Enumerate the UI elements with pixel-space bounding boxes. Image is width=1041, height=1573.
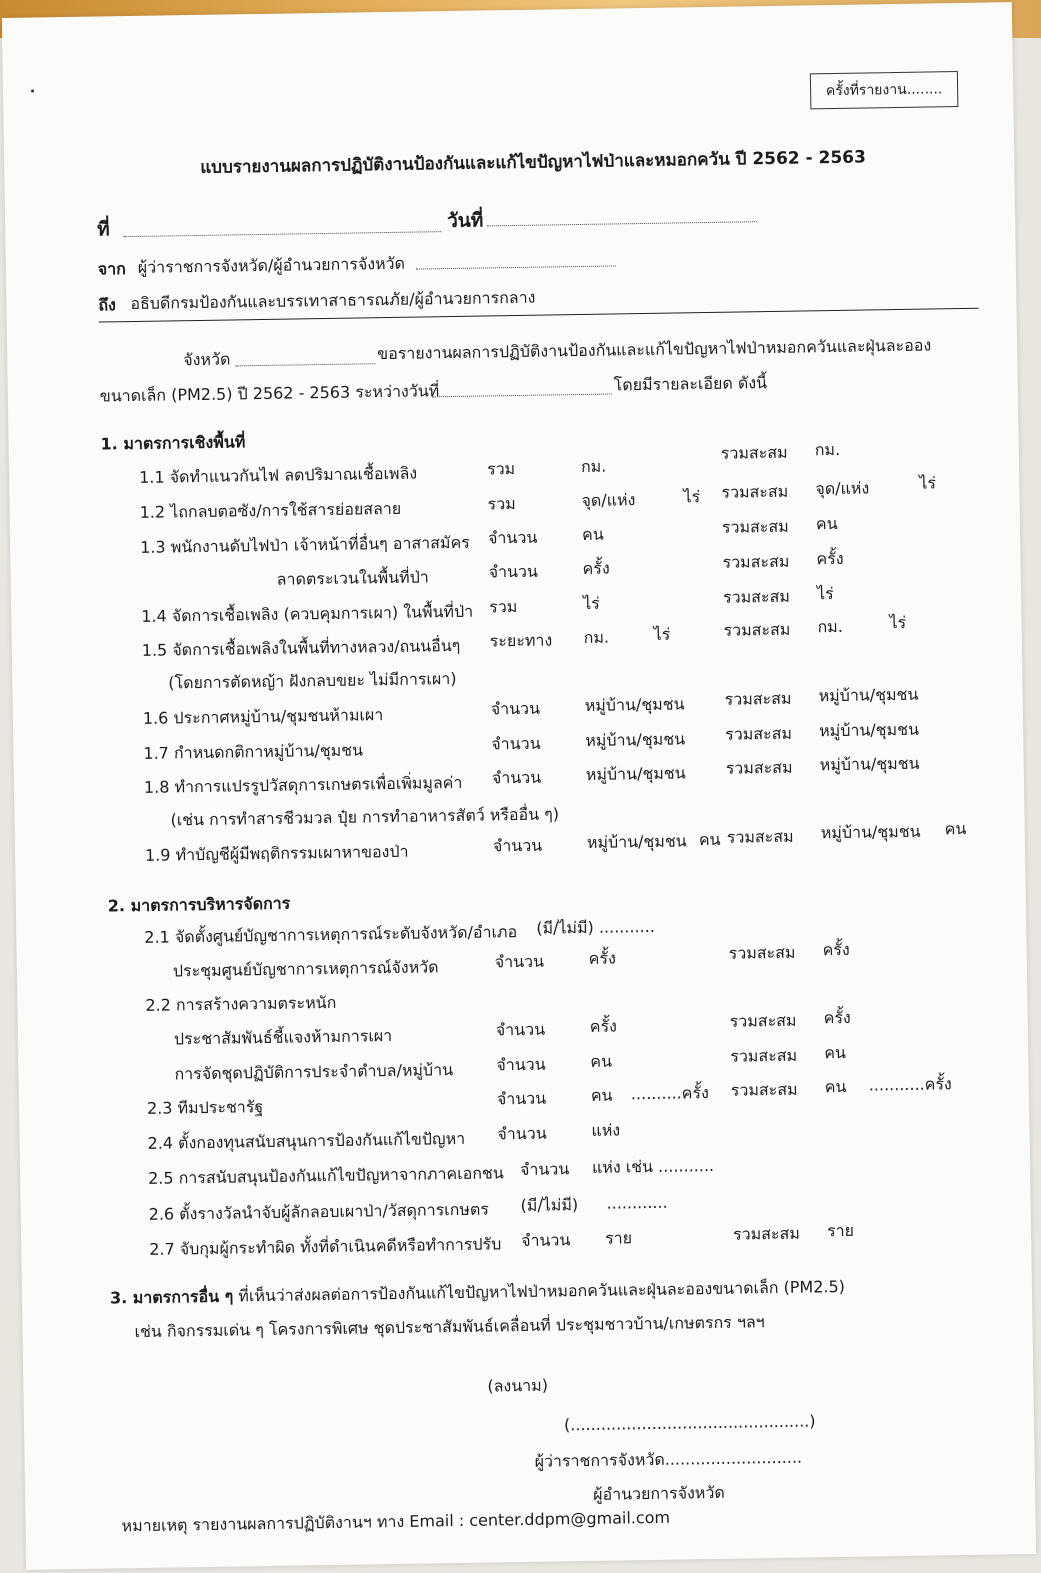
unit-label: จำนวน (519, 1159, 570, 1180)
unit-label: จำนวน (487, 527, 538, 548)
unit-label: รวมสะสม (722, 551, 790, 572)
unit-label: จุด/แห่ง (815, 478, 870, 499)
date-field[interactable] (487, 221, 757, 226)
unit-label: จุด/แห่ง (581, 490, 636, 510)
unit-label: จำนวน (496, 1088, 547, 1109)
intro-line2: ขนาดเล็ก (PM2.5) ปี 2562 - 2563 ระหว่างวันที่ (99, 381, 440, 406)
province-field[interactable] (235, 363, 375, 366)
item-1-3-cont: ลาดตระเวนในพื้นที่ป่า (276, 567, 429, 589)
unit-label: จำนวน (488, 561, 538, 582)
unit-label: จำนวน (491, 767, 542, 788)
unit-label: รวมสะสม (723, 619, 791, 640)
unit-label: ไร่ (889, 612, 907, 633)
unit-label: คน (581, 524, 604, 544)
unit-label: ครั้ง (822, 939, 850, 960)
item-2-3: 2.3 ทีมประชารัฐ (146, 1097, 264, 1118)
unit-label: จำนวน (497, 1123, 547, 1144)
signature-label: (ลงนาม) (487, 1375, 549, 1396)
item-2-6: 2.6 ตั้งรางวัลนำจับผู้ลักลอบเผาป่า/วัสดุการเกษตร (148, 1199, 490, 1224)
unit-label: จำนวน (491, 733, 541, 754)
item-1-8: 1.8 ทำการแปรรูปวัสดุการเกษตรเพื่อเพิ่มมูลค่า (143, 772, 463, 797)
item-2-2-team: การจัดชุดปฏิบัติการประจำตำบล/หมู่บ้าน (174, 1060, 454, 1084)
unit-label: รวมสะสม (730, 1079, 798, 1100)
item-2-7: 2.7 จับกุมผู้กระทำผิด ทั้งที่ดำเนินคดีหรือทำการปรับ (149, 1234, 502, 1259)
item-1-1: 1.1 จัดทำแนวกันไฟ ลดปริมาณเชื้อเพลิง (138, 463, 418, 487)
unit-label: รวมสะสม (725, 757, 793, 778)
unit-label: คน (824, 1076, 847, 1097)
unit-label: คน (590, 1085, 613, 1105)
item-1-8-cont: (เช่น การทำสารชีวมวล ปุ๋ย การทำอาหารสัตว์ หรืออื่น ๆ) (170, 804, 560, 830)
item-1-5-cont: (โดยการตัดหญ้า ฝังกลบขยะ ไม่มีการเผา) (168, 668, 457, 693)
unit-label: รวม (489, 597, 518, 617)
unit-label: กม. (583, 627, 610, 647)
unit-label: รวมสะสม (726, 826, 794, 847)
unit-label: ครั้ง (816, 548, 844, 569)
section1-heading: 1. มาตรการเชิงพื้นที่ (100, 432, 246, 454)
item-1-9: 1.9 ทำบัญชีผู้มีพฤติกรรมเผาหาของป่า (144, 841, 409, 865)
unit-label: รวมสะสม (720, 442, 788, 463)
item-2-4: 2.4 ตั้งกองทุนสนับสนุนการป้องกันแก้ไขปัญหา (147, 1128, 466, 1153)
item-1-6: 1.6 ประกาศหมู่บ้าน/ชุมชนห้ามเผา (142, 705, 384, 728)
item-2-1-option: (มี/ไม่มี) ........... (536, 916, 655, 938)
unit-label: หมู่บ้าน/ชุมชน (585, 763, 686, 784)
unit-label: รวมสะสม (721, 481, 789, 502)
item-2-2: 2.2 การสร้างความตระหนัก (145, 992, 337, 1015)
ref-field[interactable] (123, 231, 441, 237)
section3-examples: เช่น กิจกรรมเด่น ๆ โครงการพิเศษ ชุดประชาสัมพันธ์เคลื่อนที่ ประชุมชาวบ้าน/เกษตรกร ฯลฯ (134, 1312, 765, 1342)
unit-label: จำนวน (495, 1019, 546, 1040)
intro-line1: ขอรายงานผลการปฏิบัติงานป้องกันและแก้ไขปัญหาไฟป่าหมอกควันและฝุ่นละออง (377, 335, 932, 364)
unit-label: ระยะทาง (489, 630, 553, 651)
unit-label: ไร่ (653, 624, 671, 644)
signature-position-governor: ผู้ว่าราชการจังหวัด........................... (534, 1447, 803, 1471)
unit-label: จำนวน (492, 835, 543, 856)
unit-label: หมู่บ้าน/ชุมชน (819, 753, 920, 775)
to-label: ถึง (98, 295, 117, 315)
report-number-box: ครั้งที่รายงาน........ (810, 71, 959, 109)
section3-desc: ที่เห็นว่าส่งผลต่อการป้องกันแก้ไขปัญหาไฟป่าหมอกควันและฝุ่นละอองขนาดเล็ก (PM2.5) (238, 1276, 846, 1306)
unit-label: คน (824, 1042, 847, 1063)
from-field[interactable] (416, 265, 616, 269)
unit-label: ราย (826, 1220, 855, 1241)
unit-label: รวมสะสม (732, 1223, 801, 1244)
unit-label: จำนวน (494, 951, 545, 972)
section3-title: 3. มาตรการอื่น ๆ (109, 1286, 234, 1308)
item-1-2: 1.2 ไถกลบตอซัง/การใช้สารย่อยสลาย (139, 498, 402, 522)
intro-line2-end: โดยมีรายละเอียด ดังนี้ (613, 373, 768, 395)
signature-name-line[interactable]: (...............................................) (563, 1411, 816, 1435)
unit-label: แห่ง เช่น ........... (591, 1155, 715, 1177)
form-title: แบบรายงานผลการปฏิบัติงานป้องกันและแก้ไขปัญหาไฟป่าและหมอกควัน ปี 2562 - 2563 (200, 147, 867, 178)
item-2-6-dots: ............ (606, 1192, 668, 1213)
item-2-1: 2.1 จัดตั้งศูนย์บัญชาการเหตุการณ์ระดับจังหวัด/อำเภอ (144, 922, 518, 947)
unit-label: ไร่ (919, 473, 937, 493)
unit-label: ไร่ (683, 487, 701, 507)
unit-label: ครั้ง (589, 1016, 618, 1036)
ref-label: ที่ (97, 218, 110, 241)
section3-heading (110, 1277, 845, 1309)
unit-label: กม. (814, 439, 841, 460)
unit-label: รวม (487, 494, 516, 514)
section2-heading: 2. มาตรการบริหารจัดการ (107, 893, 291, 916)
unit-label: รวมสะสม (730, 1045, 798, 1066)
item-2-6-option: (มี/ไม่มี) (520, 1195, 579, 1216)
unit-label: คน (590, 1051, 613, 1071)
unit-label: หมู่บ้าน/ชุมชน (585, 729, 686, 750)
unit-label: ครั้ง (588, 948, 616, 968)
item-1-5: 1.5 จัดการเชื้อเพลิงในพื้นที่ทางหลวง/ถนนอื่นๆ (141, 635, 461, 660)
paper-speck (31, 90, 34, 93)
item-1-4: 1.4 จัดการเชื้อเพลิง (ควบคุมการเผา) ในพื้นที่ป่า (141, 601, 474, 626)
unit-label: หมู่บ้าน/ชุมชน (584, 694, 685, 715)
unit-label: จำนวน (520, 1230, 571, 1251)
unit-label: จำนวน (490, 698, 541, 719)
item-2-2-pr: ประชาสัมพันธ์ชี้แจงห้ามการเผา (173, 1026, 393, 1049)
unit-label: แห่ง (591, 1120, 621, 1140)
unit-label: ไร่ (816, 584, 834, 604)
unit-label: รวมสะสม (729, 1010, 797, 1031)
unit-label: ครั้ง (582, 558, 610, 578)
date-label: วันที่ (446, 209, 484, 233)
unit-label: หมู่บ้าน/ชุมชน (819, 719, 920, 741)
unit-label: รวมสะสม (725, 723, 793, 744)
unit-label: หมู่บ้าน/ชุมชน (586, 831, 687, 852)
unit-label: รวมสะสม (721, 516, 789, 537)
unit-label: ...........ครั้ง (868, 1074, 952, 1095)
unit-label: หมู่บ้าน/ชุมชน (818, 684, 919, 706)
unit-label: คน (944, 818, 967, 839)
unit-label: คน (815, 513, 838, 534)
item-2-5: 2.5 การสนับสนุนป้องกันแก้ไขปัญหาจากภาคเอกชน (147, 1163, 504, 1188)
to-text: อธิบดีกรมป้องกันและบรรเทาสาธารณภัย/ผู้อำนวยการกลาง (130, 287, 536, 314)
report-form-page (2, 2, 1036, 1570)
footer-note: หมายเหตุ รายงานผลการปฏิบัติงานฯ ทาง Email : center.ddpm@gmail.com (121, 1507, 671, 1536)
unit-label: รวม (486, 459, 516, 479)
intro-province: จังหวัด (183, 349, 231, 370)
unit-label: ราย (604, 1228, 633, 1248)
period-field[interactable] (432, 393, 612, 397)
signature-position-director: ผู้อำนวยการจังหวัด (592, 1482, 725, 1504)
from-label: จาก (97, 259, 127, 279)
from-text: ผู้ว่าราชการจังหวัด/ผู้อำนวยการจังหวัด (137, 253, 406, 277)
unit-label: ครั้ง (823, 1007, 851, 1028)
item-1-7: 1.7 กำหนดกติกาหมู่บ้าน/ชุมชน (143, 740, 364, 763)
item-2-1-meeting: ประชุมศูนย์บัญชาการเหตุการณ์จังหวัด (172, 957, 439, 981)
unit-label: รวมสะสม (728, 942, 796, 963)
unit-label: ไร่ (582, 593, 600, 613)
unit-label: กม. (817, 616, 844, 637)
unit-label: จำนวน (496, 1054, 546, 1075)
unit-label: กม. (580, 456, 607, 476)
unit-label: รวมสะสม (724, 688, 792, 709)
unit-label: ..........ครั้ง (630, 1083, 709, 1104)
unit-label: หมู่บ้าน/ชุมชน (820, 821, 921, 843)
unit-label: คน (698, 829, 721, 850)
unit-label: รวมสะสม (722, 586, 790, 607)
item-1-3: 1.3 พนักงานดับไฟป่า เจ้าหน้าที่อื่นๆ อาสาสมัคร (140, 532, 470, 557)
